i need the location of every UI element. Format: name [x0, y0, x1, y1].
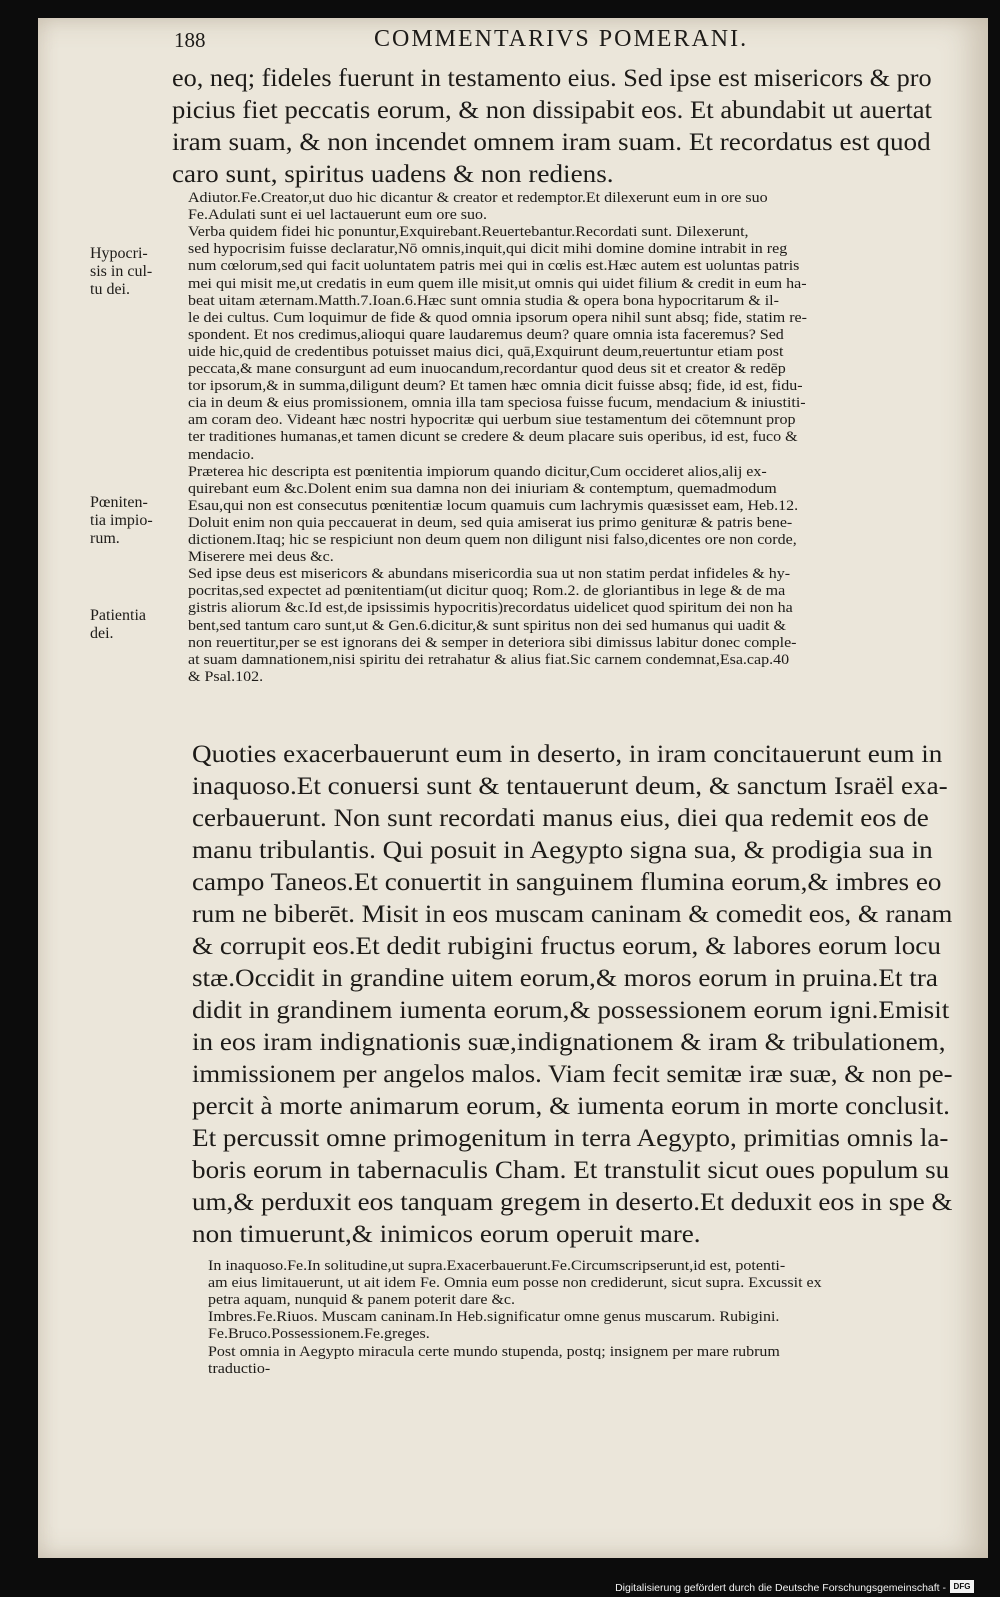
commentary-1-line: Adiutor.Fe.Creator,ut duo hic dicantur & creator et redemptor.Et dilexerunt eum in ore suo: [188, 190, 768, 206]
commentary-1-line: uide hic,quid de credentibus potuisset maius dici, quā,Exquirunt deum,reuertuntur etiam post: [188, 343, 784, 360]
text-block-2-line: percit à morte animarum eorum, & iumenta eorum in morte conclusit.: [192, 1091, 950, 1120]
text-block-1-line: iram suam, & non incendet omnem iram suam. Et recordatus est quod: [172, 127, 931, 156]
dfg-logo: DFG: [950, 1580, 974, 1593]
commentary-1-line: gistris aliorum &c.Id est,de ipsissimis hypocritis)recordatus uidelicet quod spiritum dei non ha: [188, 600, 793, 617]
text-block-2-line: & corrupit eos.Et dedit rubigini fructus eorum, & labores eorum locu: [192, 931, 941, 960]
text-block-2-line: immissionem per angelos malos. Viam fecit semitæ iræ suæ, & non pe-: [192, 1059, 953, 1088]
page-number: 188: [174, 28, 206, 52]
commentary-1-line: bent,sed tantum caro sunt,ut & Gen.6.dicitur,& sunt spiritus non dei sed humanus qui uadit &: [188, 617, 786, 634]
commentary-1-line: dictionem.Itaq; hic se respiciunt non deum quem non diligunt nisi falso,dicentes ore non corde,: [188, 532, 797, 548]
text-block-1-line: eo, neq; fideles fuerunt in testamento eius. Sed ipse est misericors & pro: [172, 63, 932, 92]
commentary-1-line: non reuertitur,per se est ignorans dei & semper in deteriora sibi dimissus labitur donec comple-: [188, 634, 797, 651]
commentary-1-line: & Psal.102.: [188, 668, 264, 685]
commentary-1-line: Fe.Adulati sunt ei uel lactauerunt eum ore suo.: [188, 207, 488, 224]
text-block-2-line: manu tribulantis. Qui posuit in Aegypto signa sua, & prodigia sua in: [192, 835, 933, 864]
commentary-1-line: spondent. Et nos credimus,alioqui quare laudaremus deum? quare omnia ista faceremus? Sed: [188, 326, 784, 343]
text-block-2-line: stæ.Occidit in grandine uitem eorum,& moros eorum in pruina.Et tra: [192, 963, 938, 992]
commentary-1-line: mendacio.: [188, 446, 255, 463]
commentary-1-line: am coram deo. Videant hæc nostri hypocritæ qui uerbum siue testamentum dei cōtemnunt prop: [188, 412, 796, 429]
commentary-1-line: tor ipsorum,& in summa,diligunt deum? Et tamen hæc omnia dicit fuisse absq; fide, id est, fidu-: [188, 378, 803, 395]
commentary-2-line: petra aquam, nunquid & panem poterit dare &c.: [208, 1292, 516, 1309]
text-block-2-line: inaquoso.Et conuersi sunt & tentauerunt deum, & sanctum Israël exa-: [192, 771, 948, 800]
commentary-2-line: Post omnia in Aegypto miracula certe mundo stupenda, postq; insignem per mare rubrum: [208, 1343, 780, 1360]
margin-note-patientia: Patientia dei.: [90, 607, 146, 642]
commentary-1-line: Sed ipse deus est misericors & abundans misericordia sua ut non statim perdat infideles & hy-: [188, 566, 791, 583]
commentary-1-line: Verba quidem fidei hic ponuntur,Exquirebant.Reuertebantur.Recordati sunt. Dilexerunt,: [188, 224, 749, 241]
commentary-2-line: traductio-: [208, 1360, 271, 1377]
funding-note: Digitalisierung gefördert durch die Deutsche Forschungsgemeinschaft -: [615, 1582, 946, 1594]
text-block-2-line: Et percussit omne primogenitum in terra Aegypto, primitias omnis la-: [192, 1123, 949, 1152]
commentary-1-line: Præterea hic descripta est pœnitentia impiorum quando dicitur,Cum occideret alios,alij ex-: [188, 463, 767, 480]
text-block-1-line: picius fiet peccatis eorum, & non dissipabit eos. Et abundabit ut auertat: [172, 95, 932, 124]
text-block-1-line: caro sunt, spiritus uadens & non rediens.: [172, 159, 614, 188]
commentary-1-line: mei qui misit me,ut credatis in eum quem ille misit,ut omnis qui uidet filium & credit in eum ha-: [188, 275, 807, 292]
text-block-2-line: campo Taneos.Et conuertit in sanguinem flumina eorum,& imbres eo: [192, 867, 942, 896]
commentary-1-line: at suam damnationem,nisi spiritu dei retrahatur & alius fiat.Sic carnem condemnat,Esa.cap.40: [188, 651, 790, 668]
commentary-1-line: pocritas,sed expectet ad pœnitentiam(ut dicitur quoq; Rom.2. de gloriantibus in lege & de ma: [188, 583, 786, 600]
running-title: COMMENTARIVS POMERANI.: [374, 26, 749, 52]
commentary-2-line: Fe.Bruco.Possessionem.Fe.greges.: [208, 1326, 430, 1343]
text-block-2-line: um,& perduxit eos tanquam gregem in deserto.Et deduxit eos in spe &: [192, 1187, 953, 1216]
commentary-1-line: Miserere mei deus &c.: [188, 549, 334, 566]
text-block-2-line: cerbauerunt. Non sunt recordati manus eius, diei qua redemit eos de: [192, 803, 929, 832]
text-block-2-line: Quoties exacerbauerunt eum in deserto, in iram concitauerunt eum in: [192, 739, 943, 768]
commentary-1-line: num cœlorum,sed qui facit uoluntatem patris mei qui in cœlis est.Hæc autem est uoluntas patris: [188, 258, 800, 275]
commentary-2-line: Imbres.Fe.Riuos. Muscam caninam.In Heb.significatur omne genus muscarum. Rubigini.: [208, 1309, 780, 1326]
commentary-1-line: Doluit enim non quia peccauerat in deum, sed quia amiserat ius primo genituræ & patris bene-: [188, 514, 793, 531]
commentary-1-line: beat uitam æternam.Matth.7.Ioan.6.Hæc sunt omnia studia & opera bona hypocritarum & il-: [188, 292, 779, 309]
commentary-1-line: Esau,qui non est consecutus pœnitentiæ locum quamuis cum lachrymis quæsisset eam, Heb.12.: [188, 497, 799, 514]
commentary-1-line: sed hypocrisim fuisse declaratur,Nō omnis,inquit,qui dicit mihi domine domine intrabit in reg: [188, 241, 788, 258]
commentary-1-line: ter traditiones humanas,et tamen dicunt se credere & deum placare suis operibus, id est, fuco &: [188, 429, 798, 446]
text-block-2-line: boris eorum in tabernaculis Cham. Et transtulit sicut oues populum su: [192, 1155, 950, 1184]
margin-note-poenitentia: Pœniten- tia impio- rum.: [90, 494, 153, 547]
commentary-1-line: cia in deum & eius promissionem, omnia illa tam speciosa fuisse fucum, mendacium & iniustiti-: [188, 395, 806, 412]
margin-note-hypocrisis: Hypocri- sis in cul- tu dei.: [90, 245, 153, 298]
text-block-2-line: didit in grandinem iumenta eorum,& possessionem eorum igni.Emisit: [192, 995, 950, 1024]
text-block-2-line: non timuerunt,& inimicos eorum operuit mare.: [192, 1219, 701, 1248]
commentary-1-line: le dei cultus. Cum loquimur de fide & quod omnia ipsorum opera nihil sunt absq; fide, statim re-: [188, 309, 807, 326]
commentary-2-line: In inaquoso.Fe.In solitudine,ut supra.Exacerbauerunt.Fe.Circumscripserunt,id est, potenti-: [208, 1258, 786, 1274]
commentary-1-line: quirebant eum &c.Dolent enim sua damna non dei iniuriam & contemptum, quemadmodum: [188, 480, 777, 497]
book-page: [38, 18, 988, 1558]
commentary-2-line: am eius limitauerunt, ut ait idem Fe. Omnia eum posse non crediderunt, sicut supra. Excussit ex: [208, 1275, 822, 1292]
text-block-2-line: in eos iram indignationis suæ,indignationem & iram & tribulationem,: [192, 1027, 946, 1056]
commentary-1-line: peccata,& mane consurgunt ad eum inuocandum,recordantur quod deus sit et creator & redēp: [188, 361, 786, 377]
text-block-2-line: rum ne biberēt. Misit in eos muscam caninam & comedit eos, & ranam: [192, 899, 953, 928]
